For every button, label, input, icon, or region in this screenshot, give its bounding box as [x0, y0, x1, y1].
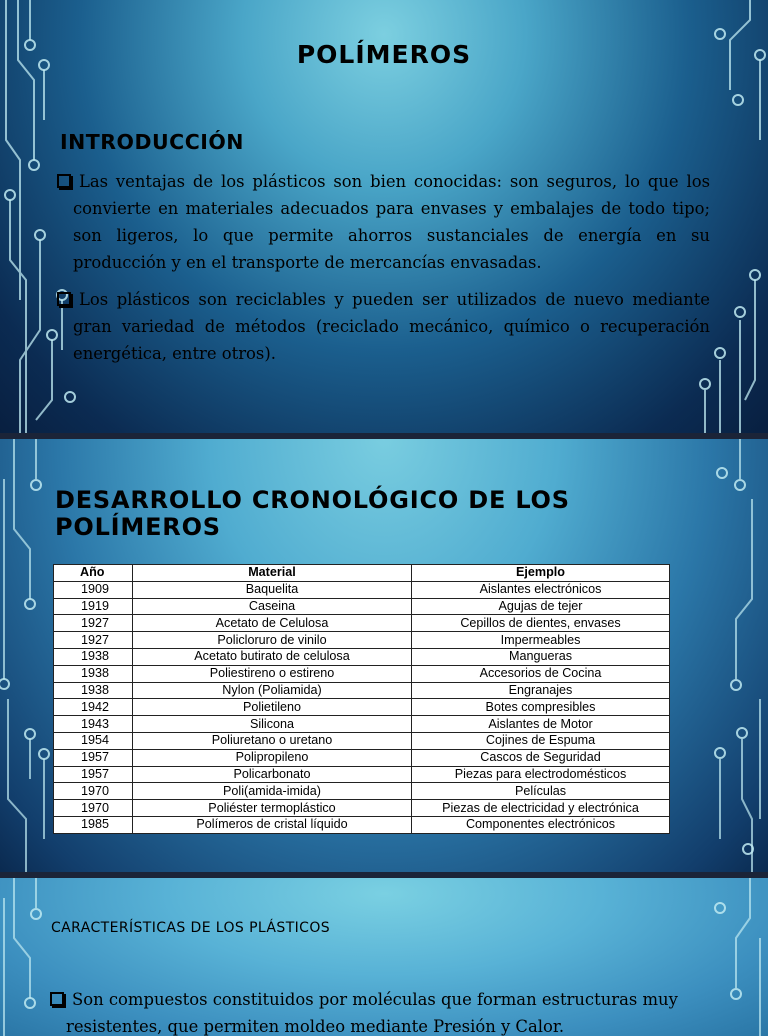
cell-example: Aislantes de Motor: [412, 716, 670, 733]
cell-year: 1954: [54, 732, 133, 749]
table-row: [54, 632, 670, 649]
table-row: [54, 598, 670, 615]
cell-material: Poliéster termoplástico: [133, 800, 412, 817]
cell-example: Mangueras: [412, 648, 670, 665]
cell-material: Policloruro de vinilo: [133, 632, 412, 649]
cell-material: Acetato de Celulosa: [133, 615, 412, 632]
slide-title-line: DESARROLLO CRONOLÓGICO DE LOS: [55, 486, 570, 514]
cell-year: 1909: [54, 581, 133, 598]
cell-example: Cascos de Seguridad: [412, 749, 670, 766]
table-row: [54, 615, 670, 632]
cell-example: Aislantes electrónicos: [412, 581, 670, 598]
cell-year: 1957: [54, 766, 133, 783]
cell-year: 1927: [54, 615, 133, 632]
cell-year: 1942: [54, 699, 133, 716]
column-header: Material: [133, 565, 412, 582]
cell-example: Impermeables: [412, 632, 670, 649]
slide-title: POLÍMEROS: [296, 40, 472, 69]
cell-material: Poli(amida-imida): [133, 783, 412, 800]
bullet-paragraph: [73, 168, 710, 276]
section-heading: CARACTERÍSTICAS DE LOS PLÁSTICOS: [51, 920, 331, 936]
table-row: [54, 766, 670, 783]
cell-example: Botes compresibles: [412, 699, 670, 716]
cell-material: Caseina: [133, 598, 412, 615]
bullet-text: Son compuestos constituidos por moléculas que forman estructuras muy resistentes, que permiten moldeo mediante Presión y Calor.: [66, 990, 678, 1036]
checkbox-bullet-icon: [57, 292, 71, 306]
bullet-text: Las ventajas de los plásticos son bien conocidas: son seguros, lo que los convierte en materiales adecuados para envases y embalajes de todo tipo; son ligeros, lo que permite ahorros sustanciales de energía en su producción y en el transporte de mercancías envasadas.: [73, 172, 710, 272]
cell-year: 1927: [54, 632, 133, 649]
cell-example: Accesorios de Cocina: [412, 665, 670, 682]
cell-material: Polipropileno: [133, 749, 412, 766]
cell-material: Nylon (Poliamida): [133, 682, 412, 699]
cell-material: Polietileno: [133, 699, 412, 716]
cell-year: 1919: [54, 598, 133, 615]
cell-year: 1943: [54, 716, 133, 733]
cell-year: 1970: [54, 783, 133, 800]
cell-material: Baquelita: [133, 581, 412, 598]
slide-title-line: POLÍMEROS: [55, 513, 221, 541]
cell-example: Componentes electrónicos: [412, 816, 670, 833]
cell-material: Polímeros de cristal líquido: [133, 816, 412, 833]
section-heading: INTRODUCCIÓN: [60, 130, 244, 154]
bullet-text: Los plásticos son reciclables y pueden ser utilizados de nuevo mediante gran variedad de métodos (reciclado mecánico, químico o recuperación energética, entre otros).: [73, 290, 710, 363]
table-row: [54, 816, 670, 833]
cell-example: Engranajes: [412, 682, 670, 699]
table-row: [54, 716, 670, 733]
cell-example: Agujas de tejer: [412, 598, 670, 615]
table-row: [54, 699, 670, 716]
cell-material: Poliestireno o estireno: [133, 665, 412, 682]
bullet-paragraph: [66, 986, 686, 1036]
cell-year: 1938: [54, 665, 133, 682]
cell-material: Acetato butirato de celulosa: [133, 648, 412, 665]
table-row: [54, 800, 670, 817]
table-row: [54, 749, 670, 766]
cell-year: 1938: [54, 648, 133, 665]
cell-example: Piezas de electricidad y electrónica: [412, 800, 670, 817]
cell-year: 1985: [54, 816, 133, 833]
slide-introduccion: [0, 0, 768, 433]
table-row: [54, 732, 670, 749]
cell-example: Piezas para electrodomésticos: [412, 766, 670, 783]
table-row: [54, 581, 670, 598]
table-header-row: [54, 565, 670, 582]
cell-year: 1970: [54, 800, 133, 817]
checkbox-bullet-icon: [50, 992, 64, 1006]
cell-example: Cepillos de dientes, envases: [412, 615, 670, 632]
table-row: [54, 648, 670, 665]
cell-year: 1938: [54, 682, 133, 699]
slide-caracteristicas: [0, 878, 768, 1036]
cell-example: Películas: [412, 783, 670, 800]
table-row: [54, 783, 670, 800]
bullet-paragraph: [73, 286, 710, 367]
cell-example: Cojines de Espuma: [412, 732, 670, 749]
table-row: [54, 665, 670, 682]
column-header: Año: [54, 565, 133, 582]
checkbox-bullet-icon: [57, 174, 71, 188]
cell-year: 1957: [54, 749, 133, 766]
slide-desarrollo-cronologico: [0, 439, 768, 872]
slide-title: [55, 487, 570, 541]
column-header: Ejemplo: [412, 565, 670, 582]
cell-material: Policarbonato: [133, 766, 412, 783]
cell-material: Poliuretano o uretano: [133, 732, 412, 749]
table-row: [54, 682, 670, 699]
cell-material: Silicona: [133, 716, 412, 733]
chronology-table: [53, 564, 670, 834]
